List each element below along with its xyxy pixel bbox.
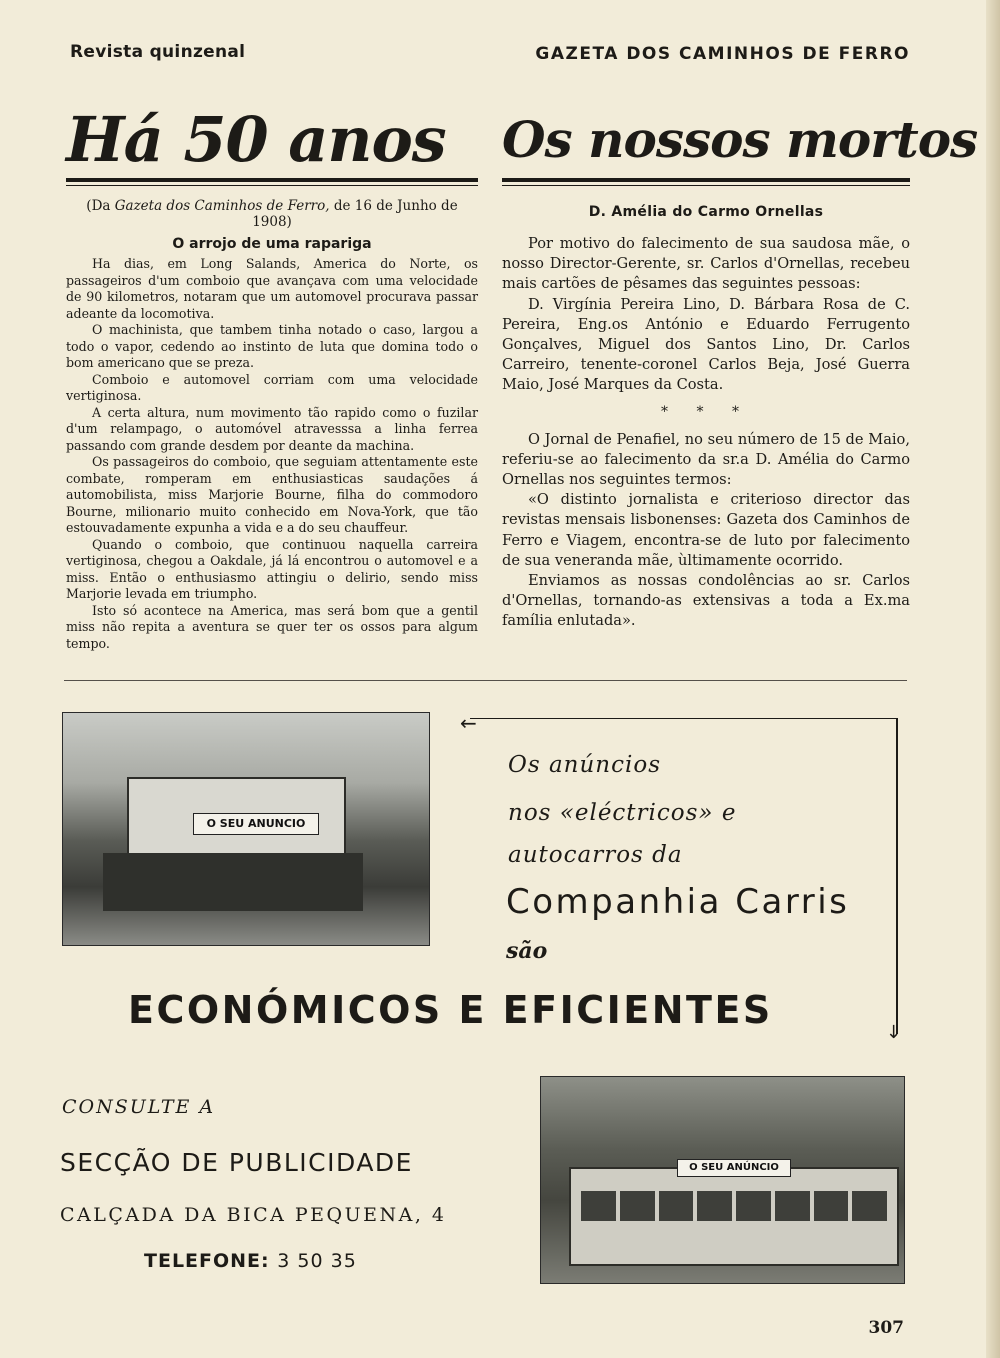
paragraph: A certa altura, num movimento tão rapido como o fuzilar d'um relampago, o automóvel atravesssa a linha ferrea passando com grande desdem por deante da machina. <box>66 404 478 453</box>
ad-line-1: Os anúncios <box>508 752 662 778</box>
tram-advert-sign: O SEU ANÚNCIO <box>677 1159 791 1177</box>
title-rule-thin <box>502 185 910 186</box>
paragraph: Enviamos as nossas condolências ao sr. Carlos d'Ornellas, tornando-as extensivas a toda a Ex.ma família enlutada». <box>502 572 910 630</box>
ad-headline: ECONÓMICOS E EFICIENTES <box>128 988 773 1032</box>
right-article <box>502 104 978 632</box>
left-article <box>66 104 478 652</box>
title-rule <box>66 178 478 182</box>
paragraph: Isto só acontece na America, mas será bom que a gentil miss não repita a aventura se quer ter os ossos para algum tempo. <box>66 602 478 651</box>
article-subtitle: O arrojo de uma rapariga <box>172 236 372 252</box>
consulte-label: CONSULTE A <box>62 1096 216 1118</box>
arrow-left-icon: ← <box>460 711 477 735</box>
phone: TELEFONE: 3 50 35 <box>144 1250 357 1272</box>
paragraph: O machinista, que tambem tinha notado o caso, largou a todo o vapor, cedendo ao instinto de luta que domina todo o bom americano que se preza. <box>66 322 478 370</box>
paragraph: Os passageiros do comboio, que seguiam attentamente este combate, romperam em enthusiasticas saudações á automobilista, miss Marjorie Bourne, filha do commodoro Bourne, milionario muito conhecido em Nova-York, que tão estouvadamente expunha a vida e a do seu chauffeur. <box>66 454 478 535</box>
page-number: 307 <box>868 1318 904 1338</box>
ad-sao: são <box>506 938 548 964</box>
article-source: (Da Gazeta dos Caminhos de Ferro, de 16 de Junho de 1908) <box>86 198 458 230</box>
address: CALÇADA DA BICA PEQUENA, 4 <box>60 1204 447 1226</box>
bus-advert-sign: O SEU ANUNCIO <box>193 813 319 835</box>
journal-frequency: Revista quinzenal <box>70 42 246 62</box>
article-body <box>66 256 478 652</box>
tram-windows <box>581 1191 887 1221</box>
obituary-body <box>502 234 910 632</box>
paragraph: Quando o comboio, que continuou naquella carreira vertiginosa, chegou a Oakdale, já lá encontrou o automovel e a miss. Então o enthusiasmo attingiu o delirio, sendo miss Marjorie levada em triumpho. <box>66 536 478 601</box>
ad-line-3: autocarros da <box>508 842 683 868</box>
bus-photo <box>62 712 430 946</box>
obituary-name: D. Amélia do Carmo Ornellas <box>588 204 824 220</box>
journal-title: GAZETA DOS CAMINHOS DE FERRO <box>535 44 910 64</box>
paragraph: O Jornal de Penafiel, no seu número de 15 de Maio, referiu-se ao falecimento da sr.a D. Amélia do Carmo Ornellas nos seguintes termos: <box>502 430 910 489</box>
paragraph: Por motivo do falecimento de sua saudosa mãe, o nosso Director-Gerente, sr. Carlos d'Ornellas, recebeu mais cartões de pêsames das seguintes pessoas: <box>502 235 910 293</box>
page-edge <box>986 0 1000 1358</box>
right-article-title: Os nossos mortos <box>502 110 978 169</box>
section-separator: * * * <box>661 403 751 420</box>
left-article-title: Há 50 anos <box>66 103 446 176</box>
paragraph: «O distinto jornalista e criterioso director das revistas mensais lisbonenses: Gazeta dos Caminhos de Ferro e Viagem, encontra-se de luto por falecimento de sua veneranda mãe, ùltimamente ocorrido. <box>502 491 910 569</box>
arrow-down-icon: ↓ <box>886 1022 902 1043</box>
title-rule <box>502 178 910 182</box>
paragraph: Ha dias, em Long Salands, America do Norte, os passageiros d'um comboio que avançava com uma velocidade de 90 kilometros, notaram que um automovel procurava passar adeante da locomotiva. <box>66 256 478 321</box>
paragraph: D. Virgínia Pereira Lino, D. Bárbara Rosa de C. Pereira, Eng.os António e Eduardo Ferrugento Gonçalves, Miguel dos Santos Lino, Dr. Carlos Carreiro, tenente-coronel Carlos Beja, José Guerra Maio, José Marques da Costa. <box>502 295 910 394</box>
publicity-section: SECÇÃO DE PUBLICIDADE <box>60 1148 413 1177</box>
tram-photo <box>540 1076 905 1284</box>
title-rule-thin <box>66 185 478 186</box>
company-name: Companhia Carris <box>506 882 850 922</box>
section-divider <box>64 680 907 681</box>
paragraph: Comboio e automovel corriam com uma velocidade vertiginosa. <box>66 371 478 403</box>
ad-line-2: nos «eléctricos» e <box>508 800 737 826</box>
crowd <box>103 853 363 911</box>
tram <box>569 1167 899 1266</box>
